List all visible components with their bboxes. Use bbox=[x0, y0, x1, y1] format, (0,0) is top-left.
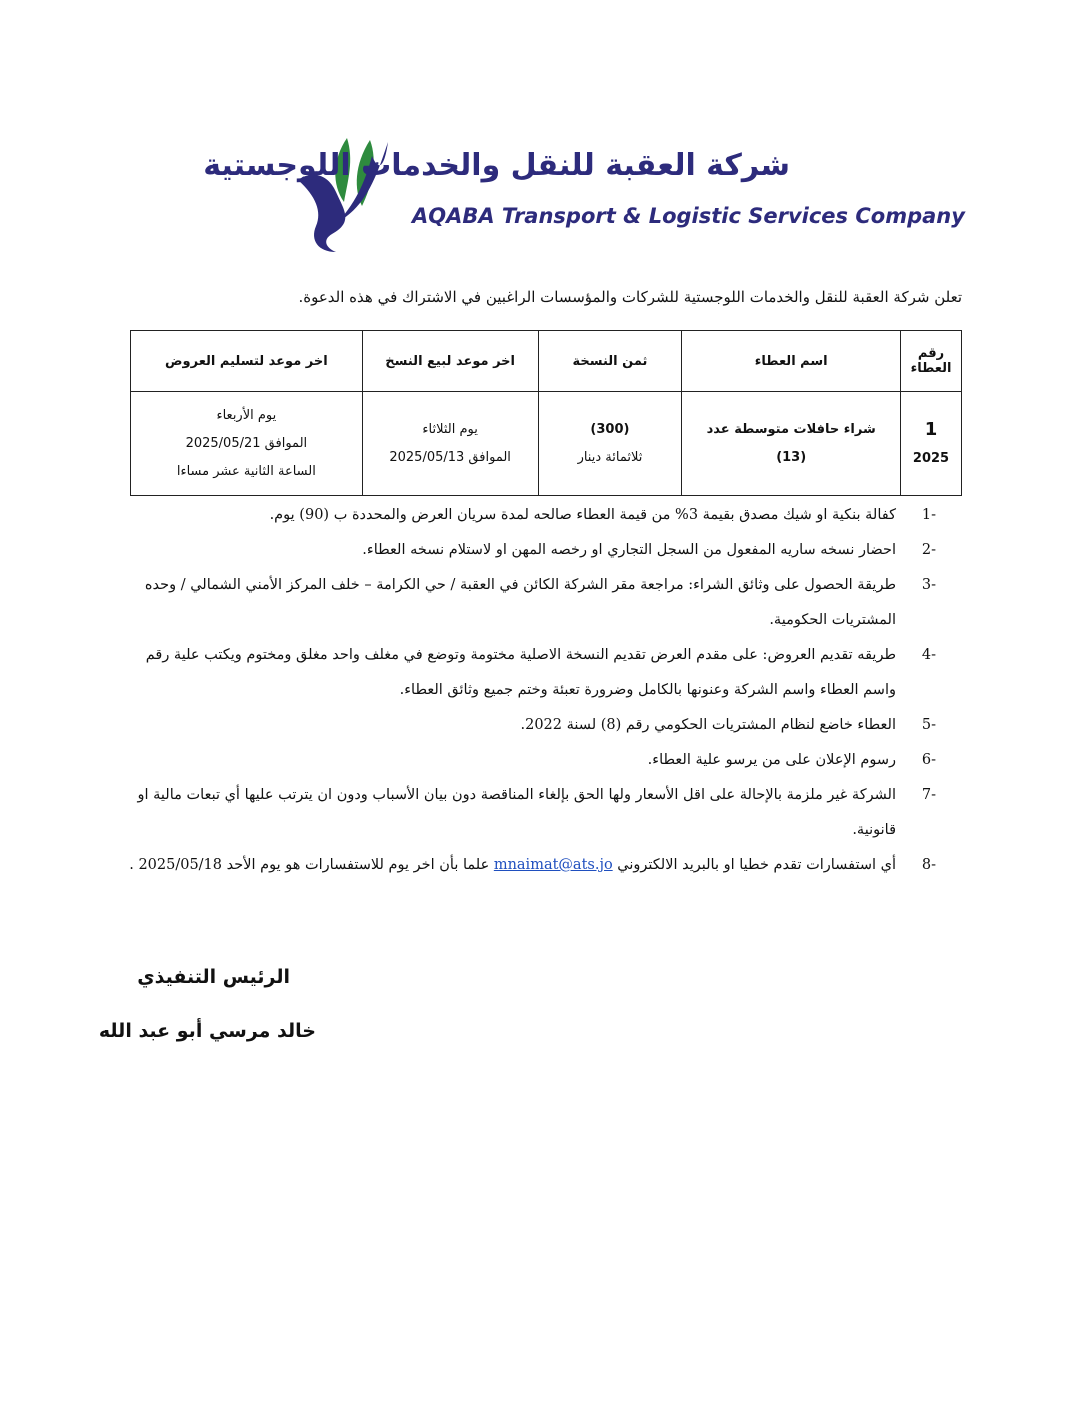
list-item bbox=[126, 778, 936, 848]
header-sale-deadline: اخر موعد لبيع النسخ bbox=[362, 331, 538, 392]
list-item bbox=[126, 568, 936, 638]
signature-title: الرئيس التنفيذي bbox=[137, 966, 290, 988]
tender-number: 1 bbox=[924, 418, 938, 440]
tender-table bbox=[130, 330, 962, 496]
header-copy-price: ثمن النسخة bbox=[538, 331, 682, 392]
term-text: أي استفسارات تقدم خطيا او بالبريد الالكتروني bbox=[617, 857, 896, 873]
price-words: ثلاثمائة دينار bbox=[577, 449, 643, 465]
logo-arabic-name: شركة العقبة للنقل والخدمات اللوجستية bbox=[203, 148, 790, 183]
list-item bbox=[126, 848, 936, 883]
list-item bbox=[126, 743, 936, 778]
cell-tender-number bbox=[901, 392, 962, 496]
term-text: كفالة بنكية او شيك مصدق بقيمة 3% من قيمة العطاء صالحه لمدة سريان العرض والمحددة ب (90) يوم. bbox=[269, 507, 896, 523]
intro-paragraph: تعلن شركة العقبة للنقل والخدمات اللوجستية للشركات والمؤسسات الراغبين في الاشتراك في هذه الدعوة. bbox=[298, 288, 962, 306]
tender-year: 2025 bbox=[912, 450, 950, 466]
tender-name-line1: شراء حافلات متوسطة عدد bbox=[706, 421, 876, 437]
term-number: -3 bbox=[921, 577, 936, 593]
sale-date: الموافق 2025/05/13 bbox=[389, 449, 511, 465]
submit-date: الموافق 2025/05/21 bbox=[185, 435, 308, 451]
term-number: -8 bbox=[921, 857, 936, 873]
term-number: -5 bbox=[921, 717, 936, 733]
term-text-after: علما بأن اخر يوم للاستفسارات هو يوم الأحد 2025/05/18 . bbox=[129, 857, 490, 873]
term-number: -1 bbox=[921, 507, 936, 523]
list-item bbox=[126, 498, 936, 533]
price-amount: (300) bbox=[590, 421, 630, 437]
terms-list bbox=[126, 498, 936, 883]
tender-name-line2: (13) bbox=[776, 449, 807, 465]
term-text: طريقه تقديم العروض: على مقدم العرض تقديم النسخة الاصلية مختومة وتوضع في مغلف واحد مغلق ومختوم ويكتب علية رقم واسم العطاء واسم الشركة وعنونها بالكامل وضرورة تعبئة وختم جميع وثائق العطاء. bbox=[145, 647, 896, 698]
header-tender-number: رقم العطاء bbox=[901, 331, 962, 392]
sale-day: يوم الثلاثاء bbox=[422, 421, 478, 437]
term-text: طريقة الحصول على وثائق الشراء: مراجعة مقر الشركة الكائن في العقبة / حي الكرامة – خلف المركز الأمني الشمالي / وحده المشتريات الحكومية. bbox=[144, 577, 896, 628]
header-submit-deadline: اخر موعد لتسليم العروض bbox=[131, 331, 363, 392]
submit-time: الساعة الثانية عشر مساءا bbox=[176, 463, 316, 479]
cell-tender-name bbox=[682, 392, 901, 496]
cell-copy-price bbox=[538, 392, 682, 496]
list-item bbox=[126, 533, 936, 568]
table-header-row bbox=[131, 331, 962, 392]
term-number: -7 bbox=[921, 787, 936, 803]
submit-day: يوم الأربعاء bbox=[216, 407, 277, 423]
cell-submit-deadline bbox=[131, 392, 363, 496]
term-text: رسوم الإعلان على من يرسو علية العطاء. bbox=[647, 752, 896, 768]
table-row bbox=[131, 392, 962, 496]
signature-name: خالد مرسي أبو عبد الله bbox=[98, 1020, 316, 1042]
term-number: -6 bbox=[921, 752, 936, 768]
term-number: -4 bbox=[921, 647, 936, 663]
company-logo bbox=[203, 130, 965, 255]
email-link[interactable]: mnaimat@ats.jo bbox=[493, 857, 613, 873]
logo-english-name: AQABA Transport & Logistic Services Company bbox=[412, 204, 965, 228]
term-text: العطاء خاضع لنظام المشتريات الحكومي رقم (8) لسنة 2022. bbox=[520, 717, 896, 733]
term-text: الشركة غير ملزمة بالإحالة على اقل الأسعار ولها الحق بإلغاء المناقصة دون بيان الأسباب ودون ان يترتب عليها أي تبعات مالية او قانونية. bbox=[137, 787, 896, 838]
list-item bbox=[126, 638, 936, 708]
cell-sale-deadline bbox=[362, 392, 538, 496]
term-text: احضار نسخه ساريه المفعول من السجل التجاري او رخصه المهن او لاستلام نسخه العطاء. bbox=[362, 542, 896, 558]
header-tender-name: اسم العطاء bbox=[682, 331, 901, 392]
term-number: -2 bbox=[921, 542, 936, 558]
list-item bbox=[126, 708, 936, 743]
